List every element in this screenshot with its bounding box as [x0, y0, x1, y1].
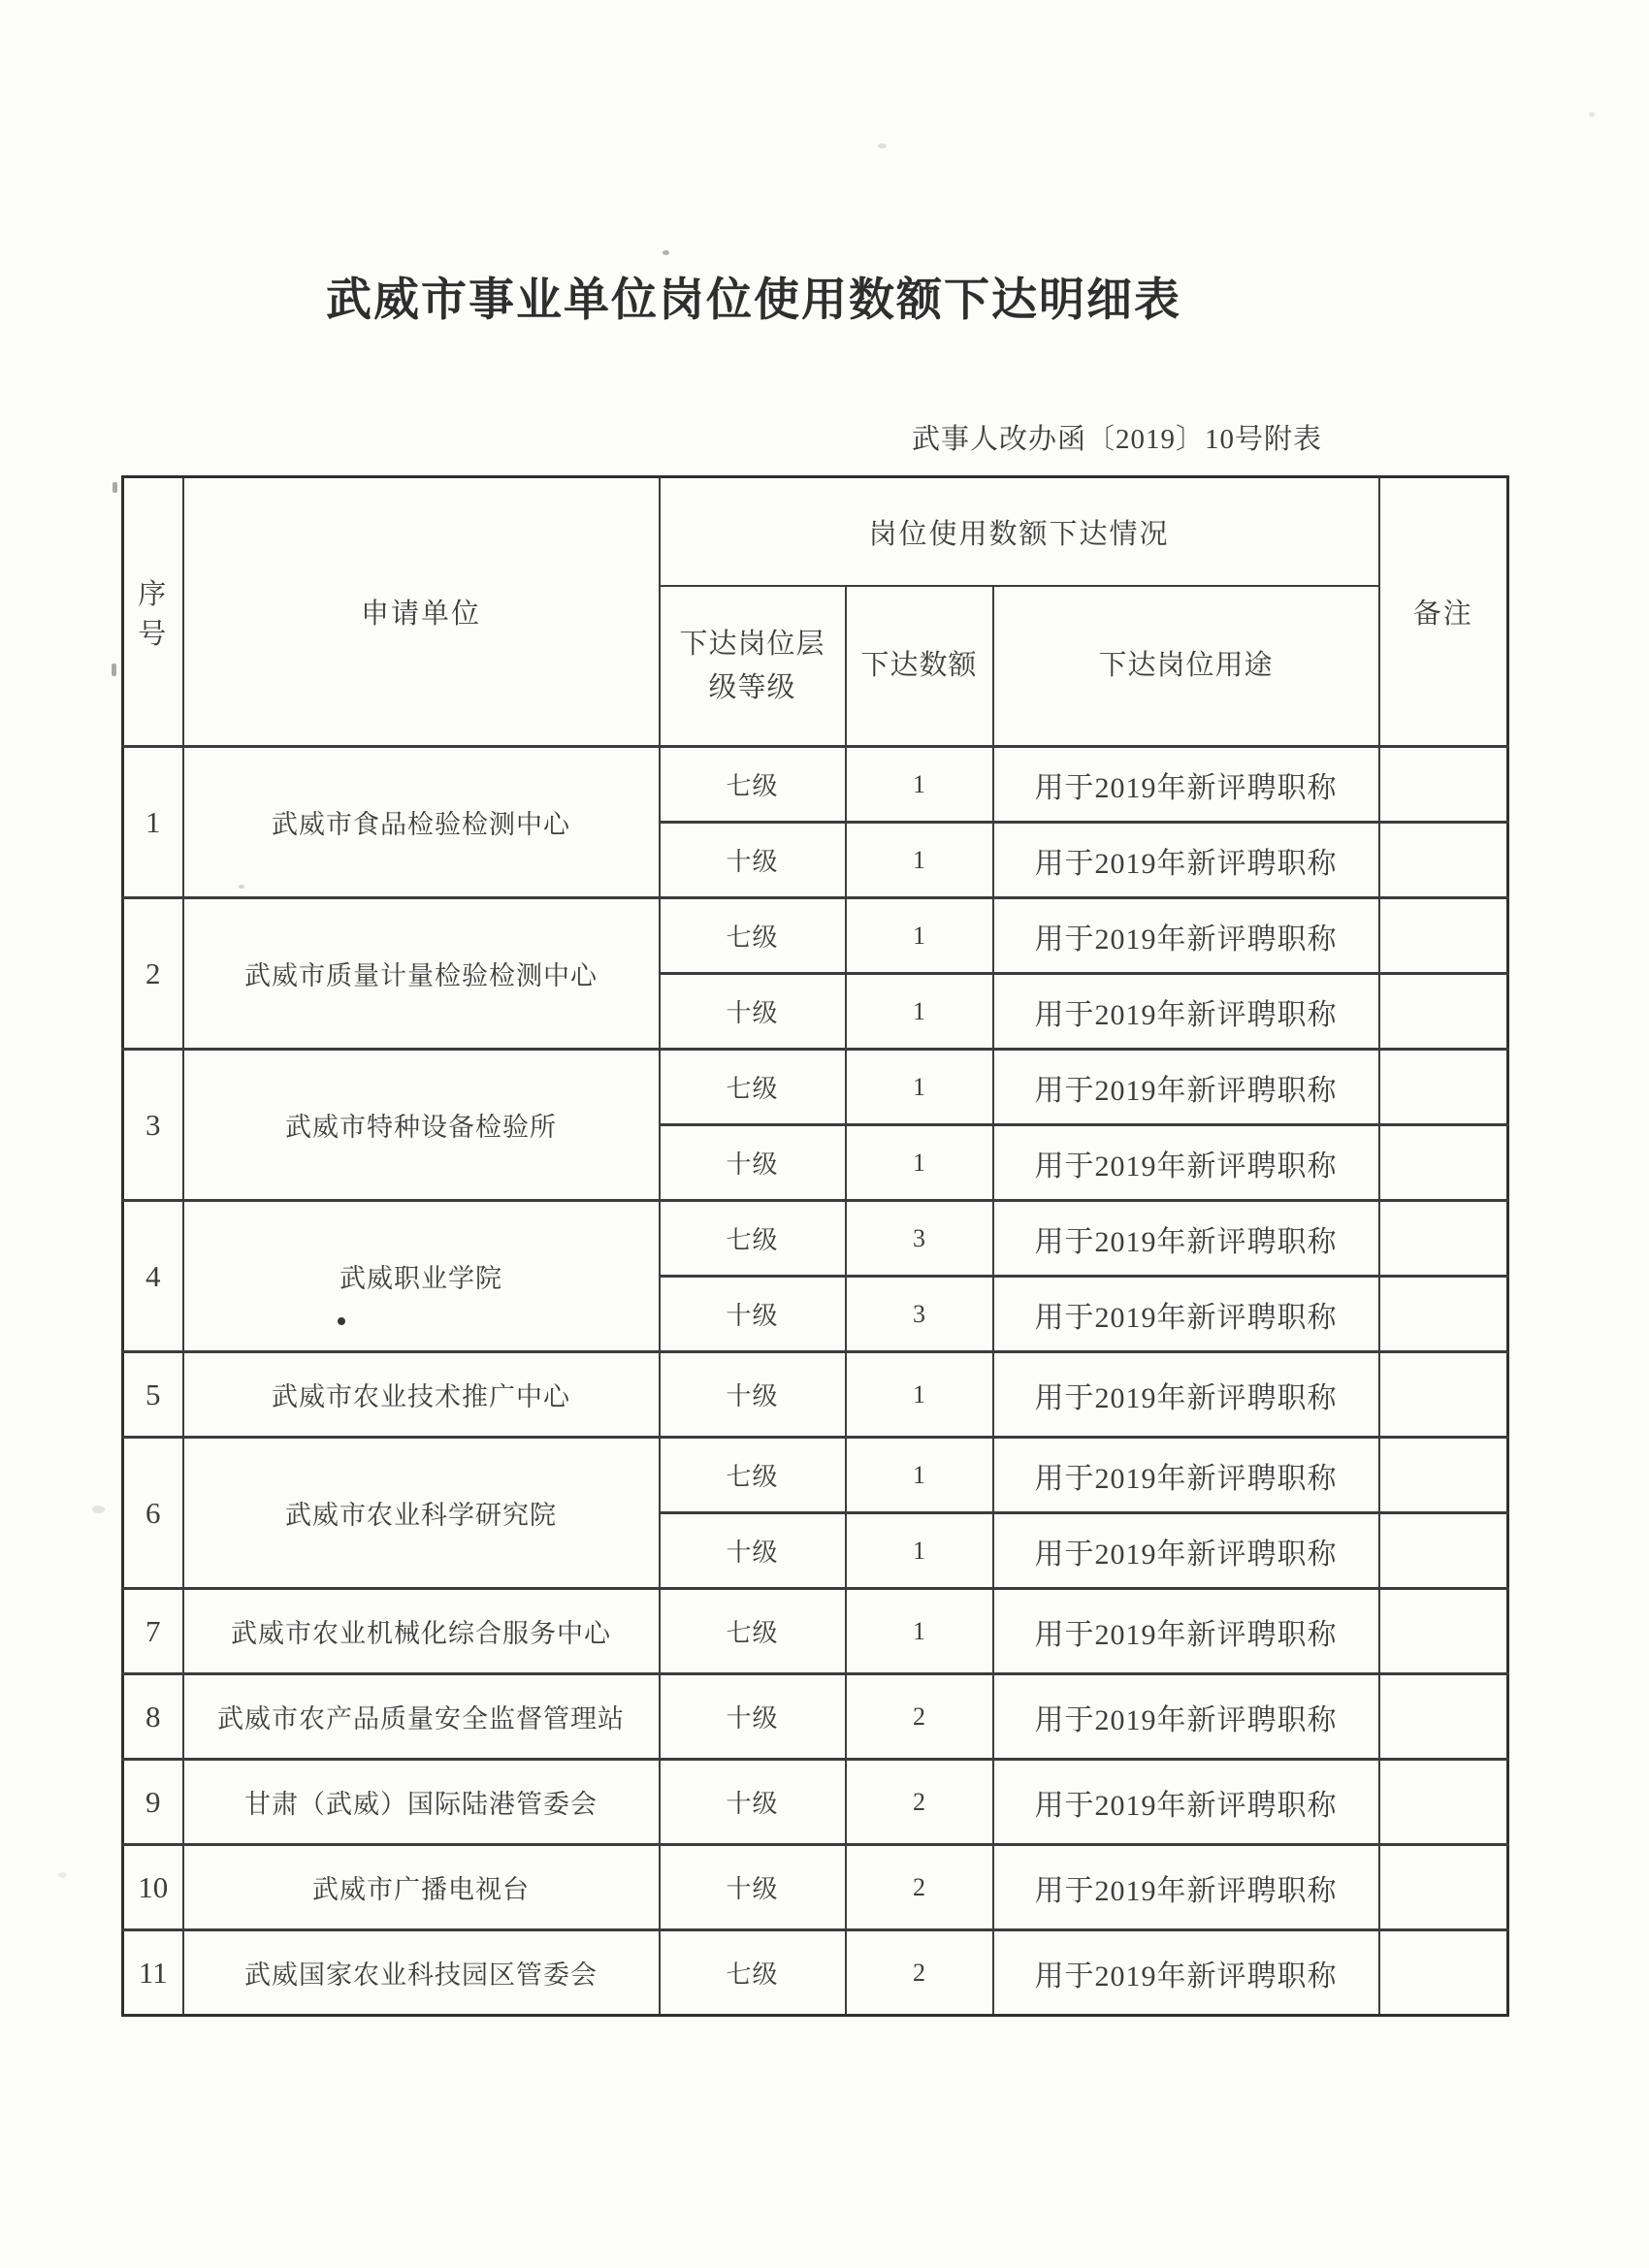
- purpose-cell: 用于2019年新评聘职称: [993, 1513, 1379, 1589]
- level-cell: 七级: [660, 747, 846, 823]
- remark-cell: [1379, 1589, 1508, 1674]
- level-cell: 七级: [660, 1201, 846, 1277]
- level-cell: 十级: [660, 1125, 846, 1201]
- table-row: [123, 1050, 1508, 1125]
- remark-cell: [1379, 1438, 1508, 1513]
- header-remark: 备注: [1379, 477, 1508, 747]
- remark-cell: [1379, 1050, 1508, 1125]
- seq-cell: 1: [123, 747, 183, 898]
- amount-cell: 2: [846, 1760, 993, 1845]
- table-row: [123, 1845, 1508, 1930]
- amount-cell: 3: [846, 1201, 993, 1277]
- document-reference: 武事人改办函〔2019〕10号附表: [911, 424, 1322, 455]
- purpose-cell: 用于2019年新评聘职称: [993, 747, 1379, 823]
- purpose-cell: 用于2019年新评聘职称: [993, 1589, 1379, 1674]
- header-seq: 序号: [123, 477, 183, 747]
- unit-cell: 武威职业学院: [183, 1201, 660, 1352]
- scan-speck: [113, 482, 117, 493]
- seq-cell: 9: [123, 1760, 183, 1845]
- remark-cell: [1379, 974, 1508, 1050]
- scan-speck: [1589, 112, 1595, 117]
- table-row: [123, 1589, 1508, 1674]
- level-cell: 七级: [660, 1589, 846, 1674]
- remark-cell: [1379, 1352, 1508, 1438]
- amount-cell: 1: [846, 898, 993, 974]
- purpose-cell: 用于2019年新评聘职称: [993, 823, 1379, 898]
- remark-cell: [1379, 747, 1508, 823]
- scan-speck: [58, 1872, 67, 1878]
- remark-cell: [1379, 1513, 1508, 1589]
- seq-cell: 6: [123, 1438, 183, 1589]
- amount-cell: 1: [846, 747, 993, 823]
- page-title: 武威市事业单位岗位使用数额下达明细表: [326, 275, 1181, 326]
- header-purpose: 下达岗位用途: [993, 586, 1379, 747]
- purpose-cell: 用于2019年新评聘职称: [993, 1438, 1379, 1513]
- seq-cell: 4: [123, 1201, 183, 1352]
- table-row: [123, 1352, 1508, 1438]
- level-cell: 七级: [660, 898, 846, 974]
- amount-cell: 1: [846, 1125, 993, 1201]
- amount-cell: 2: [846, 1674, 993, 1760]
- remark-cell: [1379, 1845, 1508, 1930]
- remark-cell: [1379, 1277, 1508, 1352]
- quota-table-container: [121, 475, 1506, 2017]
- level-cell: 七级: [660, 1050, 846, 1125]
- purpose-cell: 用于2019年新评聘职称: [993, 1760, 1379, 1845]
- purpose-cell: 用于2019年新评聘职称: [993, 1845, 1379, 1930]
- header-quota-group: 岗位使用数额下达情况: [660, 477, 1379, 587]
- header-unit: 申请单位: [183, 477, 660, 747]
- table-row: [123, 1674, 1508, 1760]
- seq-cell: 10: [123, 1845, 183, 1930]
- level-cell: 十级: [660, 1760, 846, 1845]
- unit-cell: 武威市农业科学研究院: [183, 1438, 660, 1589]
- table-row: [123, 1438, 1508, 1513]
- amount-cell: 1: [846, 1438, 993, 1513]
- purpose-cell: 用于2019年新评聘职称: [993, 1201, 1379, 1277]
- unit-cell: 武威市质量计量检验检测中心: [183, 898, 660, 1050]
- purpose-cell: 用于2019年新评聘职称: [993, 1930, 1379, 2016]
- table-row: [123, 1201, 1508, 1277]
- purpose-cell: 用于2019年新评聘职称: [993, 1050, 1379, 1125]
- table-row: [123, 747, 1508, 823]
- seq-cell: 11: [123, 1930, 183, 2016]
- purpose-cell: 用于2019年新评聘职称: [993, 1352, 1379, 1438]
- table-row: [123, 1760, 1508, 1845]
- seq-cell: 2: [123, 898, 183, 1050]
- quota-table: [121, 475, 1509, 2017]
- unit-cell: 武威市农产品质量安全监督管理站: [183, 1674, 660, 1760]
- level-cell: 十级: [660, 1277, 846, 1352]
- seq-cell: 8: [123, 1674, 183, 1760]
- unit-cell: 武威市农业机械化综合服务中心: [183, 1589, 660, 1674]
- scan-speck: [878, 144, 887, 148]
- header-amount: 下达数额: [846, 586, 993, 747]
- level-cell: 十级: [660, 1352, 846, 1438]
- unit-cell: 武威国家农业科技园区管委会: [183, 1930, 660, 2016]
- remark-cell: [1379, 1760, 1508, 1845]
- amount-cell: 2: [846, 1845, 993, 1930]
- purpose-cell: 用于2019年新评聘职称: [993, 1125, 1379, 1201]
- purpose-cell: 用于2019年新评聘职称: [993, 1674, 1379, 1760]
- unit-cell: 武威市特种设备检验所: [183, 1050, 660, 1201]
- table-row: [123, 898, 1508, 974]
- amount-cell: 1: [846, 1050, 993, 1125]
- purpose-cell: 用于2019年新评聘职称: [993, 898, 1379, 974]
- purpose-cell: 用于2019年新评聘职称: [993, 974, 1379, 1050]
- table-body: [123, 747, 1508, 2016]
- amount-cell: 3: [846, 1277, 993, 1352]
- level-cell: 十级: [660, 1674, 846, 1760]
- unit-cell: 甘肃（武威）国际陆港管委会: [183, 1760, 660, 1845]
- unit-cell: 武威市食品检验检测中心: [183, 747, 660, 898]
- amount-cell: 1: [846, 1589, 993, 1674]
- amount-cell: 1: [846, 823, 993, 898]
- scan-speck: [663, 250, 669, 255]
- seq-cell: 3: [123, 1050, 183, 1201]
- level-cell: 十级: [660, 974, 846, 1050]
- amount-cell: 1: [846, 1513, 993, 1589]
- level-cell: 十级: [660, 1513, 846, 1589]
- remark-cell: [1379, 823, 1508, 898]
- header-level: 下达岗位层级等级: [660, 586, 846, 747]
- amount-cell: 1: [846, 1352, 993, 1438]
- remark-cell: [1379, 1201, 1508, 1277]
- level-cell: 十级: [660, 1845, 846, 1930]
- table-row: [123, 1930, 1508, 2016]
- purpose-cell: 用于2019年新评聘职称: [993, 1277, 1379, 1352]
- level-cell: 七级: [660, 1930, 846, 2016]
- remark-cell: [1379, 898, 1508, 974]
- unit-cell: 武威市农业技术推广中心: [183, 1352, 660, 1438]
- scan-speck: [92, 1506, 105, 1513]
- seq-cell: 7: [123, 1589, 183, 1674]
- remark-cell: [1379, 1674, 1508, 1760]
- level-cell: 七级: [660, 1438, 846, 1513]
- unit-cell: 武威市广播电视台: [183, 1845, 660, 1930]
- level-cell: 十级: [660, 823, 846, 898]
- seq-cell: 5: [123, 1352, 183, 1438]
- amount-cell: 2: [846, 1930, 993, 2016]
- scan-speck: [112, 664, 116, 676]
- remark-cell: [1379, 1930, 1508, 2016]
- amount-cell: 1: [846, 974, 993, 1050]
- remark-cell: [1379, 1125, 1508, 1201]
